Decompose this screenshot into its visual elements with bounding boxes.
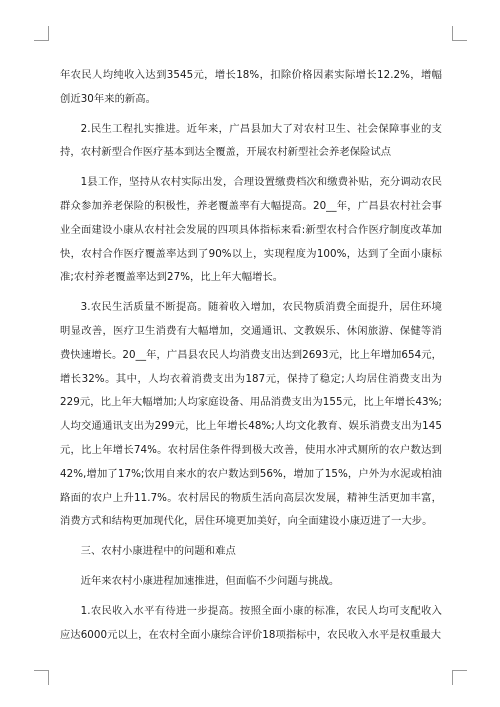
- paragraph-livelihood-projects: 2.民生工程扎实推进。近年来，广昌县加大了对农村卫生、社会保障事业的支持，农村新型合作医疗基本到达全覆盖，开展农村新型社会养老保险试点: [60, 122, 442, 159]
- paragraph-pension-coverage: 1县工作，坚持从农村实际出发，合理设置缴费档次和缴费补贴，充分调动农民群众参加养老保险的积极性，养老覆盖率有大幅提高。20__年，广昌县农村社会事业全面建设小康从农村社会发展的四项具体指标来看:新型农村合作医疗制度改革加快，农村合作医疗覆盖率达到了90%以上，实现程度为100%，达到了全面小康标准;农村养老覆盖率达到27%，比上年大幅增长。: [60, 176, 442, 284]
- section-heading-problems: 三、农村小康进程中的问题和难点: [80, 545, 236, 558]
- document-body: [60, 64, 442, 653]
- paragraph-challenges-intro: 近年来农村小康进程加速推进，但面临不少问题与挑战。: [80, 574, 340, 587]
- paragraph-income-growth: 年农民人均纯收入达到3545元，增长18%，扣除价格因素实际增长12.2%，增幅创近30年来的新高。: [60, 69, 442, 105]
- paragraph-living-quality: 3.农民生活质量不断提高。随着收入增加，农民物质消费全面提升，居住环境明显改善，医疗卫生消费有大幅增加，交通通讯、文教娱乐、休闲旅游、保健等消费快速增长。20__年，广昌县农民人均消费支出达到2693元，比上年增加654元，增长32%。其中，人均衣着消费支出为187元，保持了稳定;人均居住消费支出为229元，比上年大幅增加;人均家庭设备、用品消费支出为155元，比上年增长43%;人均交通通讯支出为299元，比上年增长48%;人均文化教育、娱乐消费支出为145元，比上年增长74%。农村居住条件得到极大改善，使用水冲式厕所的农户数达到42%,增加了17%;饮用自来水的农户数达到56%，增加了15%，户外为水泥或柏油路面的农户上升11.7%。农村居民的物质生活向高层次发展，精神生活更加丰富，消费方式和结构更加现代化，居住环境更加美好，向全面建设小康迈进了一大步。: [60, 301, 442, 528]
- crop-mark-top-left: [34, 26, 49, 41]
- crop-mark-bottom-right: [452, 670, 467, 685]
- crop-mark-top-right: [452, 26, 467, 41]
- crop-mark-bottom-left: [34, 670, 49, 685]
- paragraph-income-level: 1.农民收入水平有待进一步提高。按照全面小康的标准，农民人均可支配收入应达6000元以上，在农村全面小康综合评价18项指标中，农民收入水平是权重最大: [60, 604, 442, 641]
